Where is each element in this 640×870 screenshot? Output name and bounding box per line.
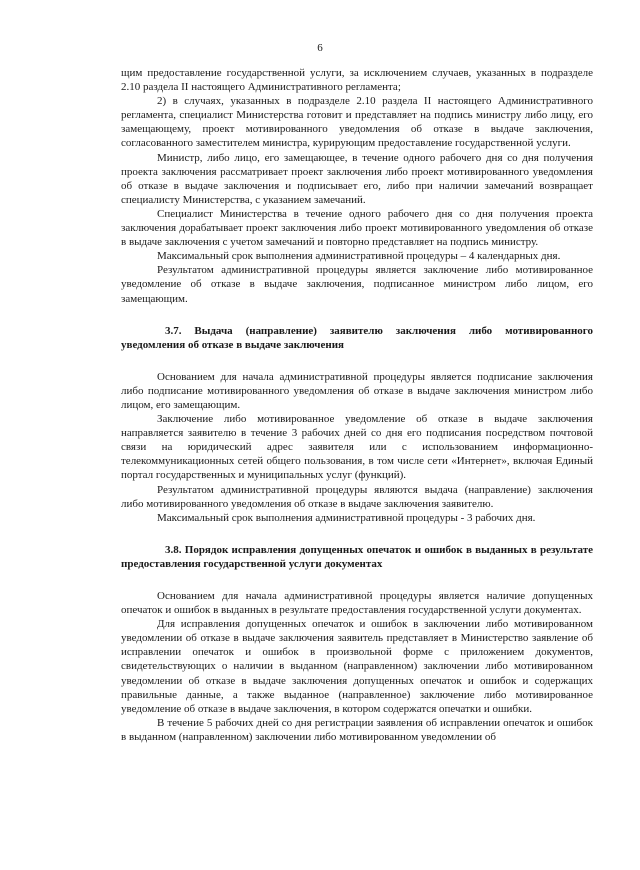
body-paragraph: Основанием для начала административной процедуры является наличие допущенных опечаток и ошибок в выданных в результате предоставления государственной услуги документах. bbox=[121, 590, 593, 617]
body-paragraph: Для исправления допущенных опечаток и ошибок в заключении либо мотивированном уведомлении об отказе в выдаче заключения заявитель представляет в Министерство заявление об исправлении опечаток и ошибок в произвольной форме с приложением документов, свидетельствующих о наличии в выданном (направленном) заключении либо мотивированном уведомлении об отказе в выдаче заключения допущенных опечаток и ошибок и содержащих правильные данные, а также выданное (направленное) заключение либо мотивированное уведомление об отказе в выдаче заключения, в котором содержатся опечатки и ошибки. bbox=[121, 618, 593, 715]
body-paragraph: Результатом административной процедуры являются выдача (направление) заключения либо мотивированного уведомления об отказе в выдаче заключения заявителю. bbox=[121, 483, 593, 510]
body-paragraph: Специалист Министерства в течение одного рабочего дня со дня получения проекта заключения дорабатывает проект заключения либо проект мотивированного уведомления об отказе в выдаче заключения с учетом замечаний и повторно представляет на подпись министру. bbox=[121, 207, 593, 249]
body-paragraph: Максимальный срок выполнения административной процедуры – 4 календарных дня. bbox=[157, 250, 561, 263]
section-heading: 3.8. Порядок исправления допущенных опечаток и ошибок в выданных в результате предоставления государственной услуги документах bbox=[121, 543, 593, 570]
paragraph-gap bbox=[121, 525, 593, 543]
paragraph-gap bbox=[121, 306, 593, 324]
body-paragraph: щим предоставление государственной услуги, за исключением случаев, указанных в подразделе 2.10 раздела II настоящего Административного регламента; bbox=[121, 67, 593, 94]
body-paragraph: Министр, либо лицо, его замещающее, в течение одного рабочего дня со дня получения проекта заключения рассматривает проект заключения либо проект мотивированного уведомления об отказе в выдаче заключения и подписывает его, либо при наличии замечаний возвращает специалисту Министерства, с указанием замечаний. bbox=[121, 151, 593, 206]
body-paragraph: 2) в случаях, указанных в подразделе 2.10 раздела II настоящего Административного регламента, специалист Министерства готовит и представляет на подпись министру либо лицу, его замещающему, проект мотивированного уведомления об отказе в выдаче заключения, согласованного заместителем министра, курирующим предоставление государственной услуги. bbox=[121, 95, 593, 150]
section-heading: 3.7. Выдача (направление) заявителю заключения либо мотивированного уведомления об отказе в выдаче заключения bbox=[121, 324, 593, 351]
body-paragraph: Заключение либо мотивированное уведомление об отказе в выдаче заключения направляется заявителю в течение 3 рабочих дней со дня его подписания посредством почтовой связи на юридический адрес заявителя или с использованием информационно-телекоммуникационных сетей общего пользования, в том числе сети «Интернет», включая Единый портал государственных и муниципальных услуг (функций). bbox=[121, 413, 593, 482]
paragraph-gap bbox=[121, 571, 593, 589]
body-paragraph: Результатом административной процедуры является заключение либо мотивированное уведомление об отказе в выдаче заключения, подписанное министром либо лицом, его замещающим. bbox=[121, 264, 593, 305]
paragraph-gap bbox=[121, 352, 593, 370]
document-body bbox=[121, 66, 593, 744]
body-paragraph: Основанием для начала административной процедуры является подписание заключения либо подписание мотивированного уведомления об отказе в выдаче заключения министром либо лицом, его замещающим. bbox=[121, 370, 593, 411]
page-number: 6 bbox=[317, 42, 323, 54]
body-paragraph: В течение 5 рабочих дней со дня регистрации заявления об исправлении опечаток и ошибок в выданном (направленном) заключении либо мотивированном уведомлении об bbox=[121, 716, 593, 743]
body-paragraph: Максимальный срок выполнения административной процедуры - 3 рабочих дня. bbox=[157, 511, 536, 524]
